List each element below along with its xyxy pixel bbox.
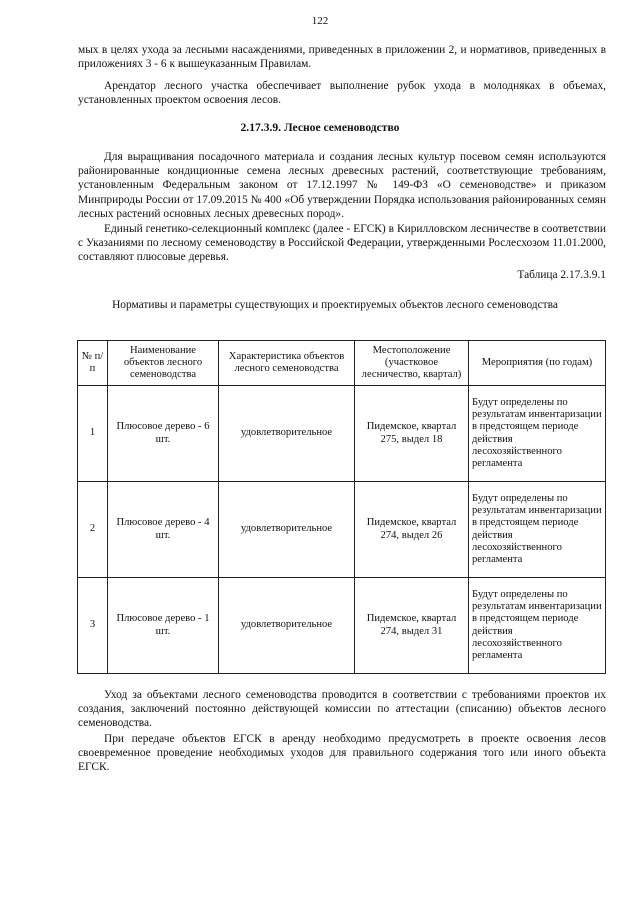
cell-measures: Будут определены по результатам инвентаризации в предстоящем периоде действия лесохозяйственного регламента (469, 578, 606, 674)
table-row (78, 578, 606, 674)
table-label: Таблица 2.17.3.9.1 (517, 269, 606, 281)
paragraph-lease: При передаче объектов ЕГСК в аренду необходимо предусмотреть в проекте освоения лесов своевременное проведение необходимых уходов для правильного содержания того или иного объекта ЕГСК. (78, 733, 606, 774)
header-characteristic: Характеристика объектов лесного семеноводства (219, 341, 355, 386)
cell-measures: Будут определены по результатам инвентаризации в предстоящем периоде действия лесохозяйственного регламента (469, 386, 606, 482)
cell-number: 1 (78, 386, 108, 482)
table-row (78, 482, 606, 578)
intro-paragraph-2: Арендатор лесного участка обеспечивает выполнение рубок ухода в молодняках в объемах, установленных проектом освоения лесов. (78, 80, 606, 107)
intro-paragraph-1: мых в целях ухода за лесными насаждениями, приведенных в приложении 2, и нормативов, приведенных в приложениях 3 - 6 к вышеуказанным Правилам. (78, 44, 606, 71)
seed-objects-table (77, 340, 606, 674)
cell-location: Пидемское, квартал 274, выдел 26 (355, 482, 469, 578)
cell-number: 2 (78, 482, 108, 578)
paragraph-egsk: Единый генетико-селекционный комплекс (далее - ЕГСК) в Кирилловском лесничестве в соответствии с Указаниями по лесному семеноводству в Российской Федерации, утвержденными Рослесхозом 11.01.2000, составляют плюсовые деревья. (78, 223, 606, 264)
paragraph-care: Уход за объектами лесного семеноводства проводится в соответствии с требованиями проектов их создания, заключений постоянно действующей комиссии по аттестации (списанию) объектов лесного семеноводства. (78, 689, 606, 730)
table-caption: Нормативы и параметры существующих и проектируемых объектов лесного семеноводства (112, 299, 558, 311)
section-heading: 2.17.3.9. Лесное семеноводство (240, 121, 400, 134)
cell-object-name: Плюсовое дерево - 4 шт. (108, 482, 219, 578)
header-measures: Мероприятия (по годам) (469, 341, 606, 386)
table-header-row (78, 341, 606, 386)
page-number: 122 (311, 15, 329, 27)
header-object-name: Наименование объектов лесного семеноводства (108, 341, 219, 386)
cell-location: Пидемское, квартал 275, выдел 18 (355, 386, 469, 482)
header-location: Местоположение (участковое лесничество, квартал) (355, 341, 469, 386)
cell-location: Пидемское, квартал 274, выдел 31 (355, 578, 469, 674)
cell-characteristic: удовлетворительное (219, 578, 355, 674)
header-number: № п/п (78, 341, 108, 386)
cell-object-name: Плюсовое дерево - 1 шт. (108, 578, 219, 674)
cell-number: 3 (78, 578, 108, 674)
cell-measures: Будут определены по результатам инвентаризации в предстоящем периоде действия лесохозяйственного регламента (469, 482, 606, 578)
paragraph-seed-usage: Для выращивания посадочного материала и создания лесных культур посевом семян используются районированные кондиционные семена лесных древесных растений, соответствующие требованиям, установленным Федеральным законом от 17.12.1997 № 149-ФЗ «О семеноводстве» и приказом Минприроды России от 17.09.2015 № 400 «Об утверждении Порядка использования районированных семян лесных растений основных лесных древесных пород». (78, 151, 606, 220)
cell-characteristic: удовлетворительное (219, 482, 355, 578)
cell-object-name: Плюсовое дерево - 6 шт. (108, 386, 219, 482)
table-row (78, 386, 606, 482)
cell-characteristic: удовлетворительное (219, 386, 355, 482)
